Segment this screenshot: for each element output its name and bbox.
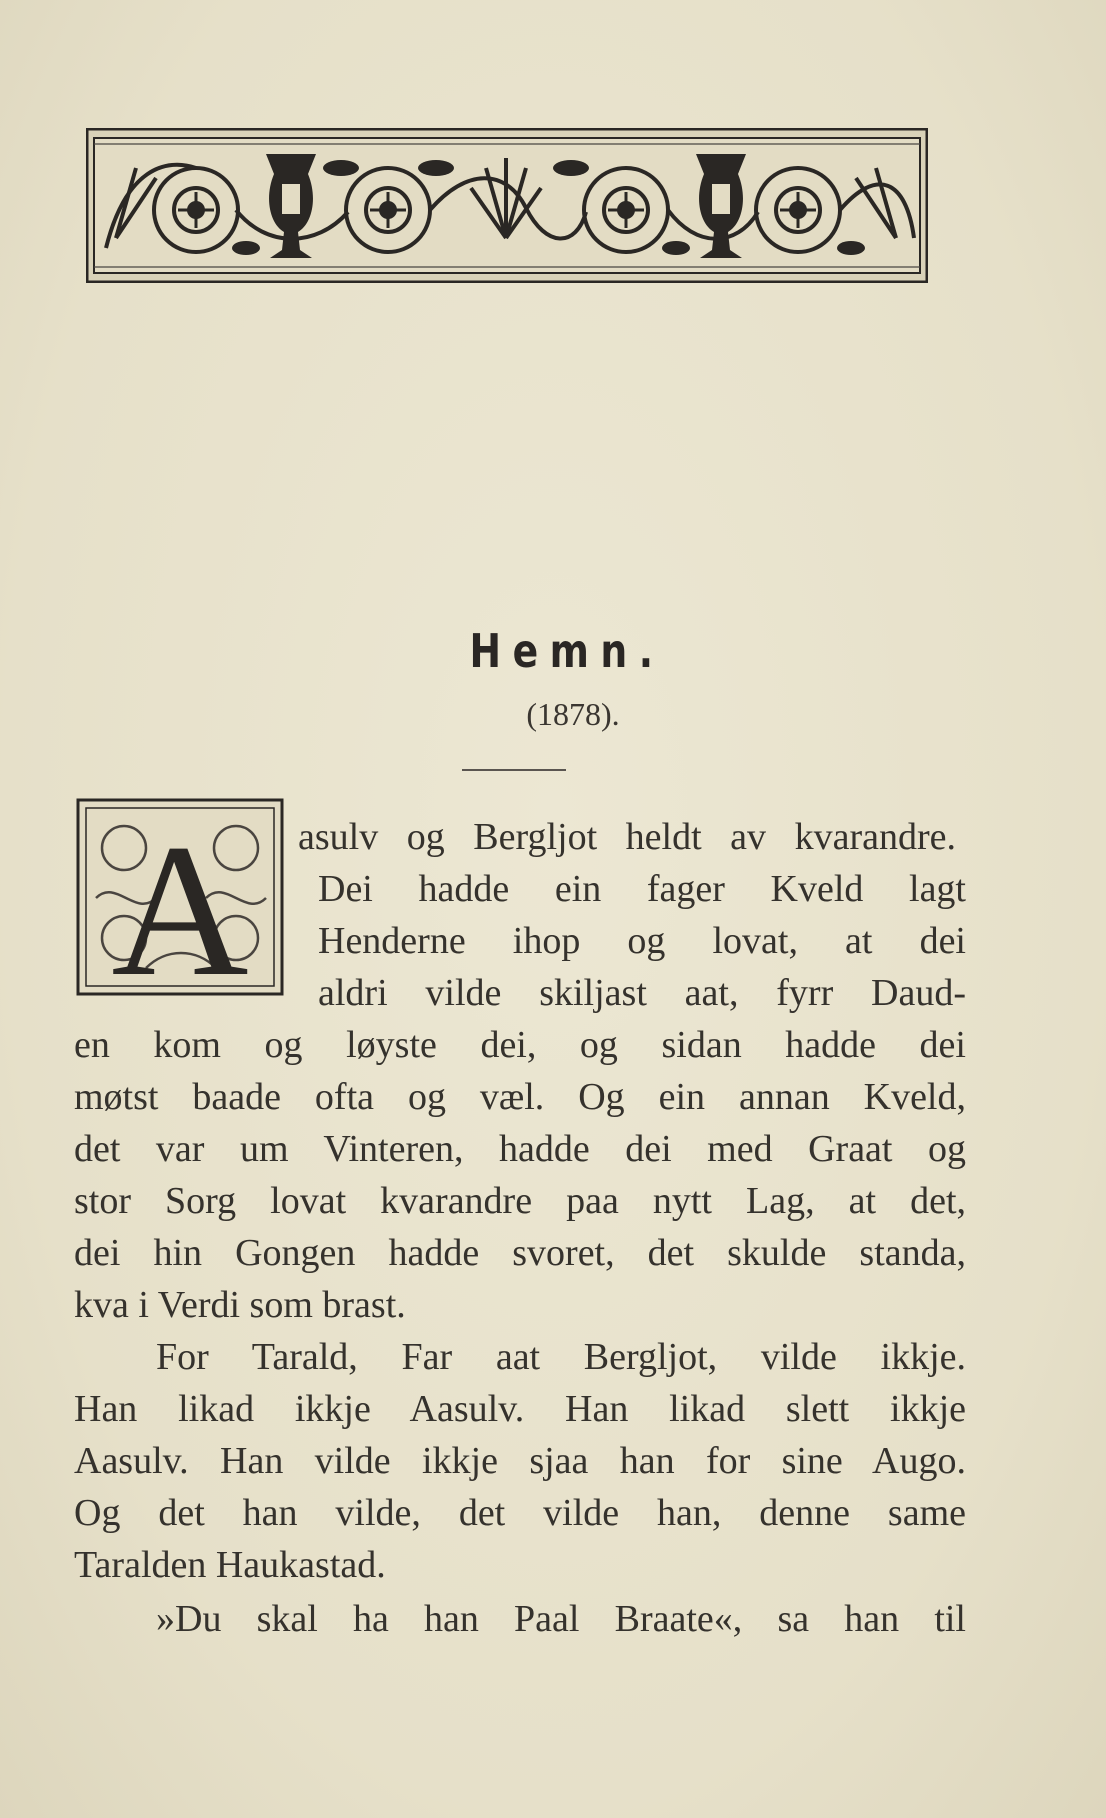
text-line-6: møtst baade ofta og væl. Og ein annan Kveld, [74, 1076, 966, 1118]
text-line-3: Henderne ihop og lovat, at dei [318, 920, 966, 962]
text-line-8: stor Sorg lovat kvarandre paa nytt Lag, at det, [74, 1180, 966, 1222]
story-year: (1878). [526, 696, 620, 732]
decorated-initial-a [76, 798, 284, 996]
text-line-13: Aasulv. Han vilde ikkje sjaa han for sine Augo. [74, 1440, 966, 1482]
text-line-15: Taralden Haukastad. [74, 1544, 386, 1586]
story-title: Hemn. [469, 624, 665, 678]
text-line-1: asulv og Bergljot heldt av kvarandre. [298, 816, 956, 858]
text-line-16: »Du skal ha han Paal Braate«, sa han til [156, 1598, 966, 1640]
text-line-14: Og det han vilde, det vilde han, denne same [74, 1492, 966, 1534]
text-line-10: kva i Verdi som brast. [74, 1284, 406, 1326]
text-line-12: Han likad ikkje Aasulv. Han likad slett ikkje [74, 1388, 966, 1430]
title-rule [462, 769, 566, 771]
text-line-11: For Tarald, Far aat Bergljot, vilde ikkje. [156, 1336, 966, 1378]
drop-cap-letter: A [111, 806, 249, 996]
text-line-7: det var um Vinteren, hadde dei med Graat og [74, 1128, 966, 1170]
text-line-4: aldri vilde skiljast aat, fyrr Daud- [318, 972, 966, 1014]
ornamental-headpiece [86, 128, 928, 283]
text-line-9: dei hin Gongen hadde svoret, det skulde standa, [74, 1232, 966, 1274]
text-line-5: en kom og løyste dei, og sidan hadde dei [74, 1024, 966, 1066]
text-line-2: Dei hadde ein fager Kveld lagt [318, 868, 966, 910]
